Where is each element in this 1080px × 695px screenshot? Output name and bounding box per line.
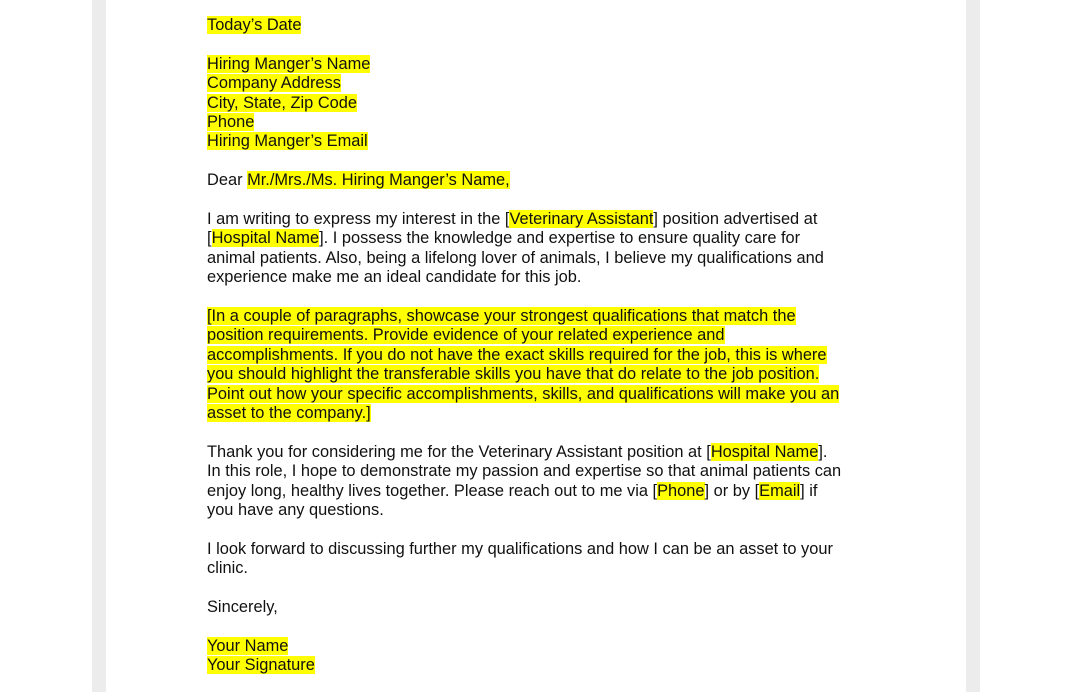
intro-text: I am writing to express my interest in the [ <box>207 210 510 229</box>
qualifications-line: Point out how your specific accomplishments, skills, and qualifications will make you an <box>207 384 840 403</box>
intro-text: ] position advertised at <box>653 210 818 229</box>
signature-block <box>207 637 887 676</box>
paragraph-qualifications <box>207 307 887 423</box>
sincerely-text: Sincerely, <box>207 598 278 617</box>
paragraph-thanks <box>207 443 887 521</box>
qualifications-line: you should highlight the transferable skills you have that do relate to the job position. <box>207 365 820 384</box>
qualifications-line: accomplishments. If you do not have the exact skills required for the job, this is where <box>207 345 827 364</box>
page-shadow-left <box>92 0 106 692</box>
recipient-address: Company Address <box>207 74 341 93</box>
closing-text: clinic. <box>207 559 248 578</box>
paragraph-intro <box>207 210 887 288</box>
paragraph-closing <box>207 540 887 579</box>
thanks-text: ] or by [ <box>704 481 760 500</box>
recipient-city-state-zip: City, State, Zip Code <box>207 93 358 112</box>
recipient-name: Hiring Manger’s Name <box>207 54 371 73</box>
recipient-email: Hiring Manger’s Email <box>207 132 368 151</box>
intro-text: animal patients. Also, being a lifelong lover of animals, I believe my qualifications and <box>207 248 824 267</box>
thanks-text: Thank you for considering me for the Veterinary Assistant position at [ <box>207 442 711 461</box>
hospital-placeholder: Hospital Name <box>710 442 819 461</box>
thanks-text: ] if <box>800 481 818 500</box>
salutation-name: Mr./Mrs./Ms. Hiring Manger’s Name, <box>247 171 510 190</box>
thanks-text: ]. <box>818 442 828 461</box>
salutation <box>207 171 887 190</box>
thanks-text: you have any questions. <box>207 501 384 520</box>
intro-text: ]. I possess the knowledge and expertise to ensure quality care for <box>319 229 801 248</box>
sign-off <box>207 598 887 617</box>
page-shadow-right <box>966 0 980 692</box>
qualifications-line: [In a couple of paragraphs, showcase your strongest qualifications that match the <box>207 307 796 326</box>
date-placeholder: Today’s Date <box>207 16 302 34</box>
your-signature-placeholder: Your Signature <box>207 656 315 675</box>
closing-text: I look forward to discussing further my qualifications and how I can be an asset to your <box>207 539 833 558</box>
qualifications-line: position requirements. Provide evidence of your related experience and <box>207 326 725 345</box>
intro-text: experience make me an ideal candidate for this job. <box>207 268 582 287</box>
letter-body <box>207 16 887 695</box>
recipient-phone: Phone <box>207 113 255 132</box>
qualifications-line: asset to the company.] <box>207 404 371 423</box>
thanks-text: In this role, I hope to demonstrate my passion and expertise so that animal patients can <box>207 462 842 481</box>
document-page[interactable] <box>106 0 966 692</box>
your-name-placeholder: Your Name <box>207 636 289 655</box>
thanks-text: enjoy long, healthy lives together. Please reach out to me via [ <box>207 481 658 500</box>
email-placeholder: Email <box>759 481 801 500</box>
recipient-block <box>207 55 887 152</box>
salutation-prefix: Dear <box>207 171 248 190</box>
hospital-placeholder: Hospital Name <box>211 229 320 248</box>
date-block <box>207 16 887 35</box>
intro-text: [ <box>207 229 212 248</box>
position-placeholder: Veterinary Assistant <box>509 210 654 229</box>
phone-placeholder: Phone <box>657 481 705 500</box>
